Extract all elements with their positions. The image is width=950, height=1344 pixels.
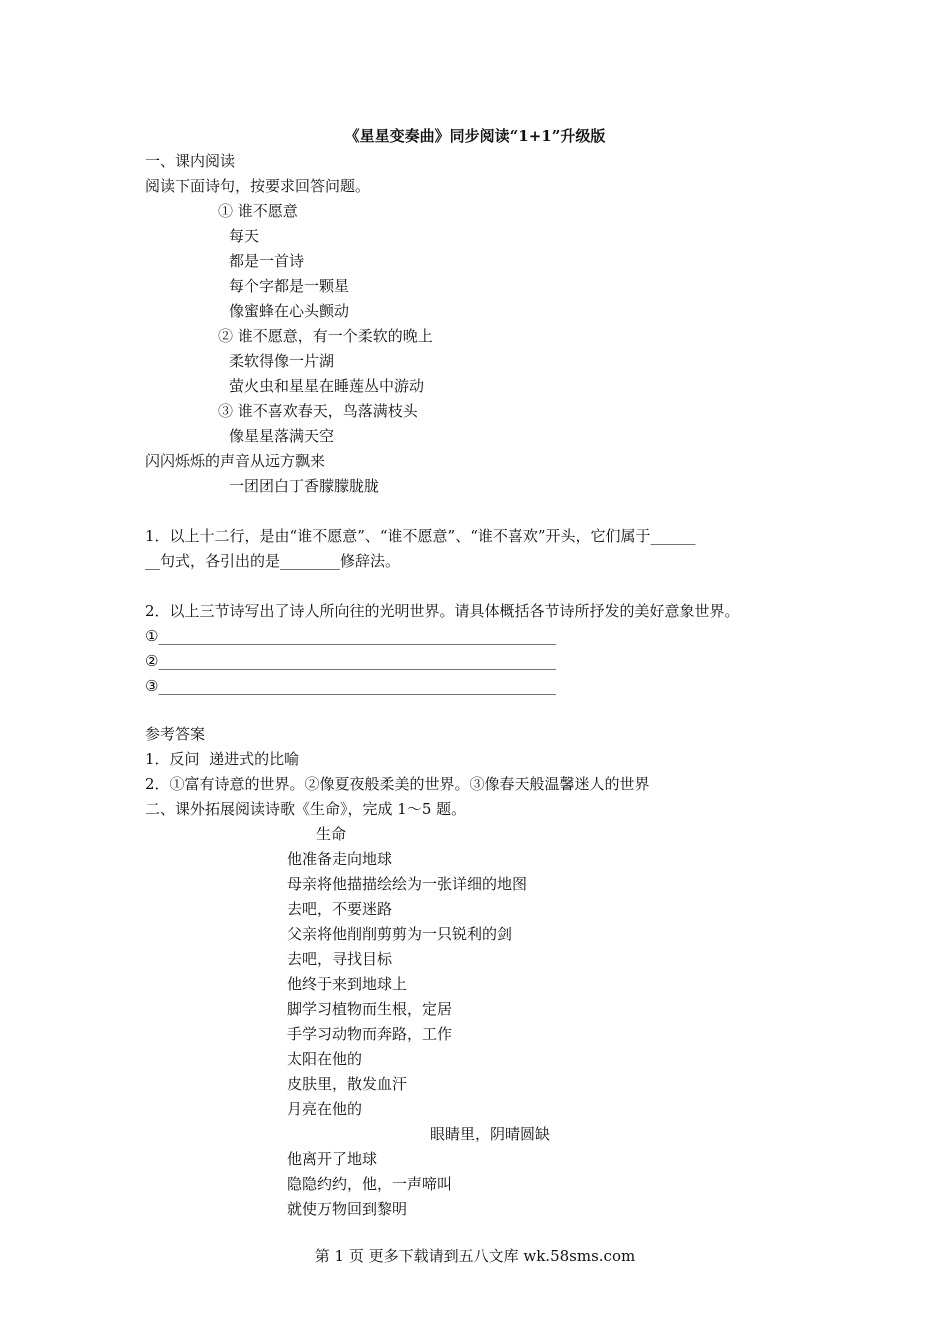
answer-blank-2: ②_____________________________________________________ — [145, 652, 556, 670]
poem1-line: ① 谁不愿意 — [218, 202, 298, 220]
poem2-line: 太阳在他的 — [287, 1050, 363, 1068]
poem1-line: 萤火虫和星星在睡莲丛中游动 — [229, 377, 425, 395]
poem1-line: 像蜜蜂在心头颤动 — [229, 302, 350, 320]
poem2-line: 就使万物回到黎明 — [287, 1200, 408, 1218]
poem1-line: 像星星落满天空 — [229, 427, 335, 445]
section1-instruction: 阅读下面诗句，按要求回答问题。 — [145, 177, 371, 195]
poem2-line: 他离开了地球 — [287, 1150, 378, 1168]
answer-blank-1: ①_____________________________________________________ — [145, 627, 556, 645]
poem2-line: 父亲将他削削剪剪为一只锐利的剑 — [287, 925, 513, 943]
document-title: 《星星变奏曲》同步阅读“1+1”升级版 — [344, 127, 606, 145]
poem1-line: ② 谁不愿意，有一个柔软的晚上 — [218, 327, 433, 345]
poem1-line: ③ 谁不喜欢春天，鸟落满枝头 — [218, 402, 418, 420]
question-1-continued: __句式，各引出的是________修辞法。 — [145, 552, 401, 570]
poem2-title: 生命 — [316, 825, 347, 843]
poem2-line: 去吧，寻找目标 — [287, 950, 393, 968]
poem2-line: 隐隐约约，他，一声啼叫 — [287, 1175, 453, 1193]
poem2-line: 母亲将他描描绘绘为一张详细的地图 — [287, 875, 528, 893]
answer-1: 1．反问 递进式的比喻 — [145, 750, 300, 768]
answer-2: 2．①富有诗意的世界。②像夏夜般柔美的世界。③像春天般温馨迷人的世界 — [145, 775, 650, 793]
answer-blank-3: ③_____________________________________________________ — [145, 677, 556, 695]
poem1-line: 都是一首诗 — [229, 252, 305, 270]
poem1-line: 闪闪烁烁的声音从远方飘来 — [145, 452, 326, 470]
poem2-line: 他准备走向地球 — [287, 850, 393, 868]
question-1: 1．以上十二行，是由“谁不愿意”、“谁不愿意”、“谁不喜欢”开头，它们属于______ — [145, 527, 696, 545]
poem2-line: 去吧，不要迷路 — [287, 900, 393, 918]
poem1-line: 柔软得像一片湖 — [229, 352, 335, 370]
answers-heading: 参考答案 — [145, 725, 206, 743]
poem1-line: 每天 — [229, 227, 260, 245]
poem2-line: 手学习动物而奔路，工作 — [287, 1025, 453, 1043]
poem1-line: 一团团白丁香朦朦胧胧 — [229, 477, 380, 495]
poem2-line: 脚学习植物而生根，定居 — [287, 1000, 453, 1018]
poem2-line: 他终于来到地球上 — [287, 975, 408, 993]
question-2: 2．以上三节诗写出了诗人所向往的光明世界。请具体概括各节诗所抒发的美好意象世界。 — [145, 602, 740, 620]
poem1-line: 每个字都是一颗星 — [229, 277, 350, 295]
poem2-line: 皮肤里，散发血汗 — [287, 1075, 408, 1093]
section1-heading: 一、课内阅读 — [145, 152, 236, 170]
section2-heading: 二、课外拓展阅读诗歌《生命》，完成 1～5 题。 — [145, 800, 467, 818]
poem2-line: 眼睛里，阴晴圆缺 — [430, 1125, 551, 1143]
page-footer: 第 1 页 更多下载请到五八文库 wk.58sms.com — [314, 1247, 636, 1265]
poem2-line: 月亮在他的 — [287, 1100, 363, 1118]
